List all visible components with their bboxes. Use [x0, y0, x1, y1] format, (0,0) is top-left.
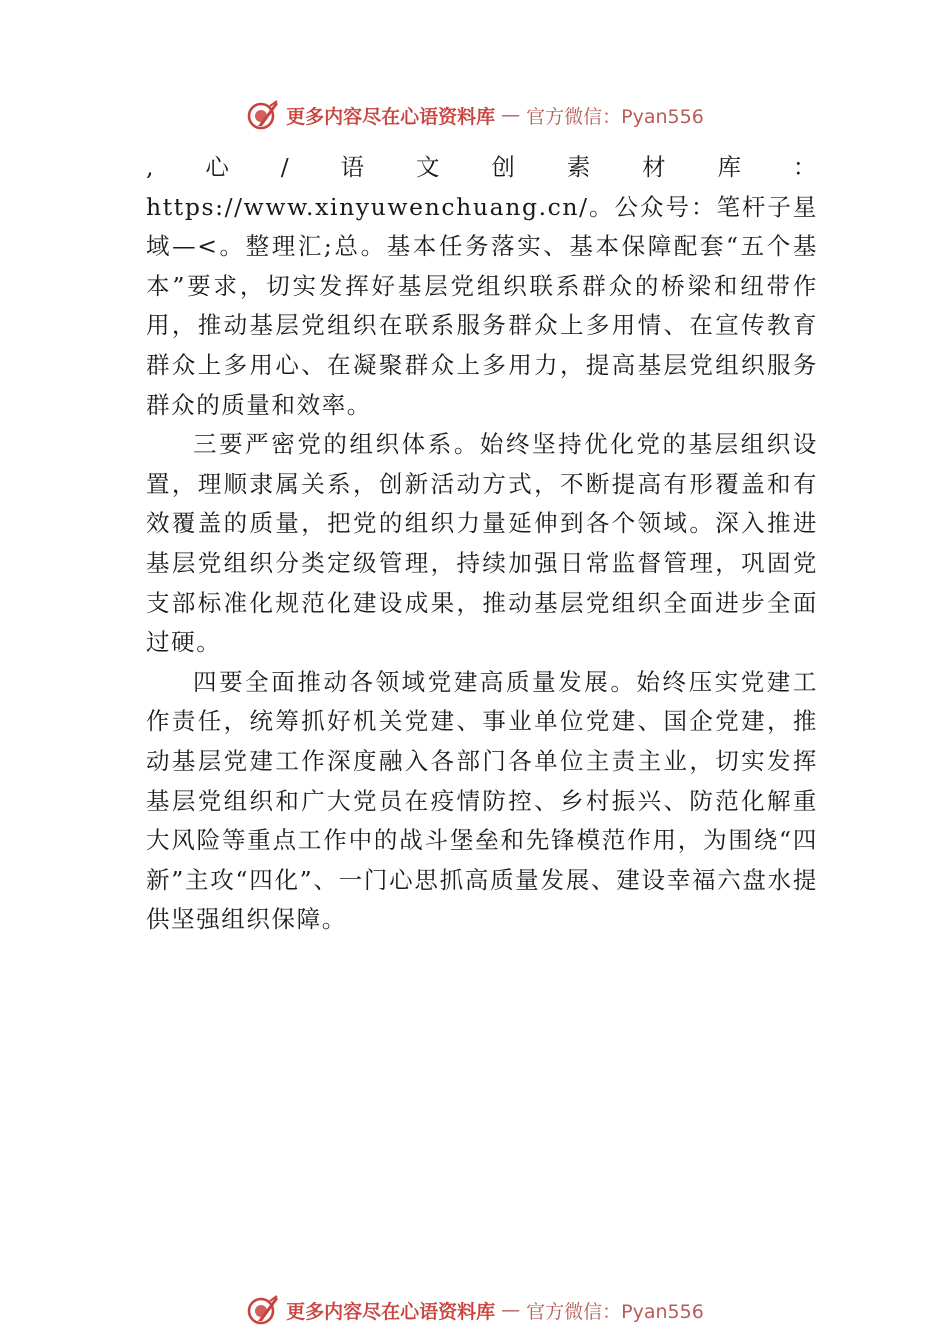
header-watermark-title: 更多内容尽在心语资料库: [286, 105, 496, 128]
quill-logo-icon: [246, 1293, 280, 1327]
paragraph-3: 四要全面推动各领域党建高质量发展。始终压实党建工作责任，统筹抓好机关党建、事业单位党建、国企党建，推动基层党建工作深度融入各部门各单位主责主业，切实发挥基层党组织和广大党员在疫情防控、乡村振兴、防范化解重大风险等重点工作中的战斗堡垒和先锋模范作用，为围绕“四新”主攻“四化”、一门心思抓高质量发展、建设幸福六盘水提供坚强组织保障。: [146, 667, 818, 934]
footer-watermark-title: 更多内容尽在心语资料库: [286, 1300, 496, 1323]
paragraph-2: 三要严密党的组织体系。始终坚持优化党的基层组织设置，理顺隶属关系，创新活动方式，不断提高有形覆盖和有效覆盖的质量，把党的组织力量延伸到各个领域。深入推进基层党组织分类定级管理，持续加强日常监督管理，巩固党支部标准化规范化建设成果，推动基层党组织全面进步全面过硬。: [146, 430, 818, 657]
header-watermark-wechat: 官方微信：Pyan556: [526, 105, 704, 128]
paragraph-1: ,心/语文创素材库：https://www.xinyuwenchuang.cn/。公众号：笔杆子星域—<。整理汇;总。基本任务落实、基本保障配套“五个基本”要求，切实发挥好基层党组织联系群众的桥梁和纽带作用，推动基层党组织在联系服务群众上多用情、在宣传教育群众上多用心、在凝聚群众上多用力，提高基层党组织服务群众的质量和效率。: [146, 153, 818, 419]
document-body: [146, 148, 818, 940]
footer-watermark-inner: [246, 1293, 704, 1327]
quill-logo-icon: [246, 98, 280, 132]
header-watermark-separator: —: [501, 104, 521, 126]
header-watermark: [0, 95, 950, 135]
header-watermark-inner: [246, 98, 704, 132]
footer-watermark-wechat: 官方微信：Pyan556: [526, 1300, 704, 1323]
footer-watermark-separator: —: [501, 1299, 521, 1321]
footer-watermark: [0, 1290, 950, 1330]
